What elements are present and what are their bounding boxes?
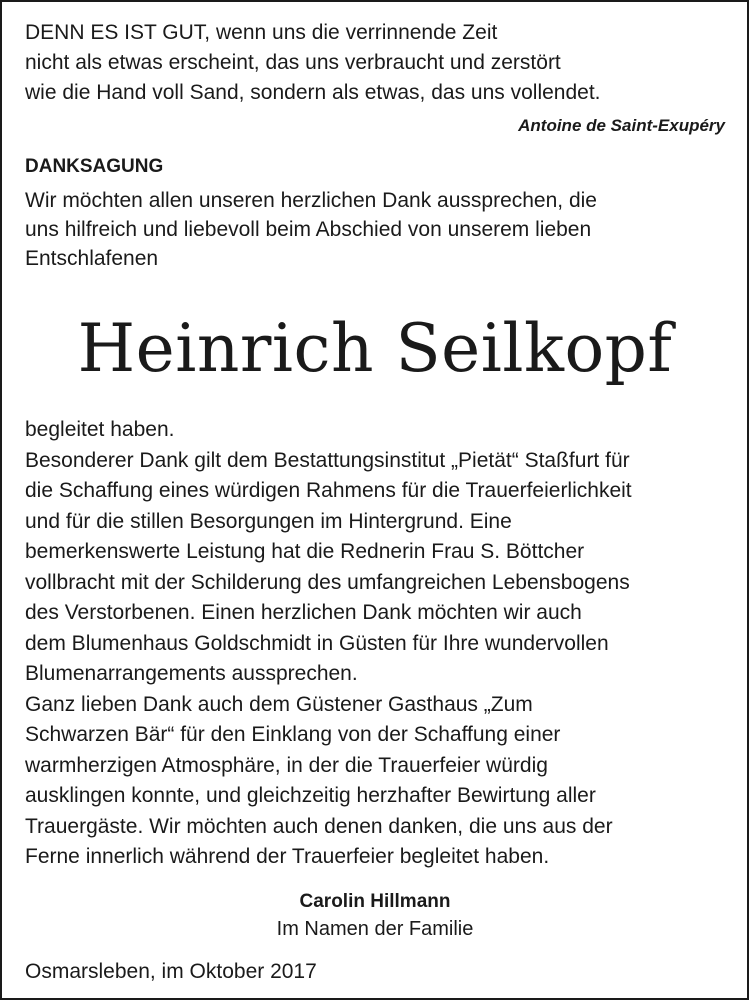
quote-line: DENN ES IST GUT, wenn uns die verrinnende Zeit bbox=[25, 21, 498, 44]
body-line: Besonderer Dank gilt dem Bestattungsinstitut „Pietät“ Staßfurt für bbox=[25, 448, 630, 472]
intro-line: Entschlafenen bbox=[25, 247, 159, 270]
body-line: und für die stillen Besorgungen im Hintergrund. Eine bbox=[25, 509, 512, 533]
place-date: Osmarsleben, im Oktober 2017 bbox=[25, 959, 317, 983]
intro-line: Wir möchten allen unseren herzlichen Dank aussprechen, die bbox=[25, 189, 597, 212]
body-line: Schwarzen Bär“ für den Einklang von der Schaffung einer bbox=[25, 723, 561, 746]
body-line: warmherzigen Atmosphäre, in der die Trauerfeier würdig bbox=[25, 753, 548, 777]
intro-line: uns hilfreich und liebevoll beim Abschied von unserem lieben bbox=[25, 218, 592, 241]
quote-author: Antoine de Saint-Exupéry bbox=[518, 116, 725, 135]
body-line: dem Blumenhaus Goldschmidt in Güsten für Ihre wundervollen bbox=[25, 631, 609, 655]
notice-heading: DANKSAGUNG bbox=[25, 156, 164, 177]
signer-role: Im Namen der Familie bbox=[276, 917, 474, 940]
body-line: Ganz lieben Dank auch dem Güstener Gasthaus „Zum bbox=[25, 692, 533, 716]
body-line: die Schaffung eines würdigen Rahmens für die Trauerfeierlichkeit bbox=[25, 479, 632, 502]
intro-text bbox=[25, 186, 725, 273]
signer-name: Carolin Hillmann bbox=[299, 890, 451, 912]
quote-line: wie die Hand voll Sand, sondern als etwas, das uns vollendet. bbox=[25, 81, 601, 104]
body-line: des Verstorbenen. Einen herzlichen Dank möchten wir auch bbox=[25, 601, 582, 624]
quote-line: nicht als etwas erscheint, das uns verbraucht und zerstört bbox=[25, 51, 561, 74]
body-line: ausklingen konnte, und gleichzeitig herzhafter Bewirtung aller bbox=[25, 784, 596, 807]
body-line: Blumenarrangements aussprechen. bbox=[25, 662, 358, 685]
body-line: vollbracht mit der Schilderung des umfangreichen Lebensbogens bbox=[25, 570, 630, 594]
body-line: Trauergäste. Wir möchten auch denen danken, die uns aus der bbox=[25, 814, 613, 838]
quote-block bbox=[25, 18, 725, 138]
body-line: begleitet haben. bbox=[25, 418, 175, 441]
signature-block bbox=[25, 889, 725, 943]
deceased-name: Heinrich Seilkopf bbox=[77, 310, 673, 387]
thanks-text bbox=[25, 415, 725, 873]
body-line: Ferne innerlich während der Trauerfeier begleitet haben. bbox=[25, 845, 550, 868]
body-line: bemerkenswerte Leistung hat die Rednerin Frau S. Böttcher bbox=[25, 540, 585, 563]
